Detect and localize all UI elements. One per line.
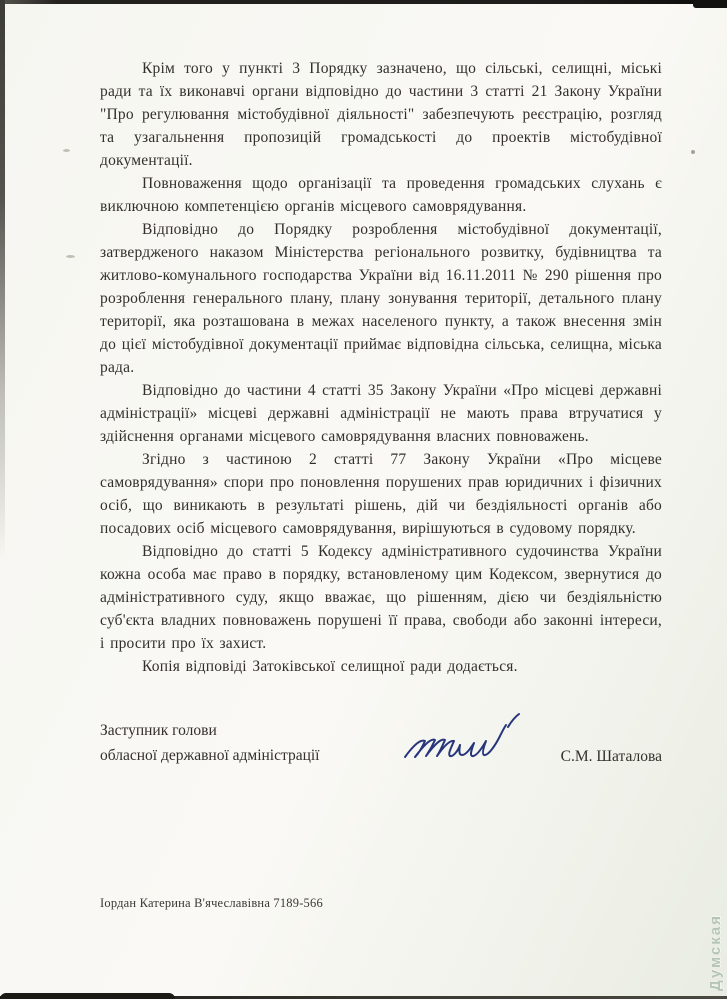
signer-name: С.М. Шаталова xyxy=(560,748,662,765)
scan-edge-bottom-left-corner xyxy=(0,993,175,999)
scan-speck xyxy=(66,255,75,258)
paragraph: Відповідно до статті 5 Кодексу адміністративного судочинства України кожна особа має право в порядку, встановленому цим Кодексом, звернутися до адміністративного суду, якщо вважає, що рішенням, дією чи бездіяльністю суб'єкта владних повноважень порушені її права, свободи або законні інтереси, і просити про їх захист. xyxy=(100,543,662,652)
signer-position-line1: Заступник голови xyxy=(100,722,217,739)
paragraph: Копія відповіді Затоківської селищної ради додається. xyxy=(142,658,518,675)
scan-edge-left xyxy=(0,0,5,560)
paragraph: Відповідно до частини 4 статті 35 Закону України «Про місцеві державні адміністрації» місцеві державні адміністрації не мають права втручатися у здійснення органами місцевого самоврядування власних повноважень. xyxy=(100,382,662,445)
paragraph: Повноваження щодо організації та проведення громадських слухань є виключною компетенцією органів місцевого самоврядування. xyxy=(100,175,662,215)
scan-speck xyxy=(63,149,70,152)
scan-edge-top xyxy=(0,0,727,4)
signature-block xyxy=(100,718,662,777)
watermark: Думская xyxy=(707,914,724,991)
signer-position-line2: обласної державної адміністрації xyxy=(100,747,320,764)
signer-position xyxy=(100,718,400,768)
paragraph: Крім того у пункті 3 Порядку зазначено, що сільські, селищні, міські ради та їх виконавчі органи відповідно до частини 3 статті 21 Закону України "Про регулювання містобудівної діяльності" забезпечують реєстрацію, розгляд та узагальнення пропозицій громадськості до проектів містобудівної документації. xyxy=(100,60,662,169)
paragraph: Згідно з частиною 2 статті 77 Закону України «Про місцеве самоврядування» спори про поновлення порушених прав юридичних і фізичних осіб, що виникають в результаті рішень, дій чи бездіяльності органів або посадових осіб місцевого самоврядування, вирішуються в судовому порядку. xyxy=(100,451,662,537)
handwritten-signature xyxy=(400,710,535,777)
executor-note: Іордан Катерина В'ячеславівна 7189-566 xyxy=(100,896,323,910)
scan-speck xyxy=(691,150,695,154)
paragraph: Відповідно до Порядку розроблення містобудівної документації, затвердженого наказом Міністерства регіонального розвитку, будівництва та житлово-комунального господарства України від 16.11.2011 № 290 рішення про розроблення генерального плану, плану зонування території, детального плану території, яка розташована в межах населеного пункту, а також внесення змін до цієї містобудівної документації приймає відповідна сільська, селищна, міська рада. xyxy=(100,221,662,376)
scan-edge-top-right-corner xyxy=(693,0,727,8)
letter-body xyxy=(100,57,662,678)
